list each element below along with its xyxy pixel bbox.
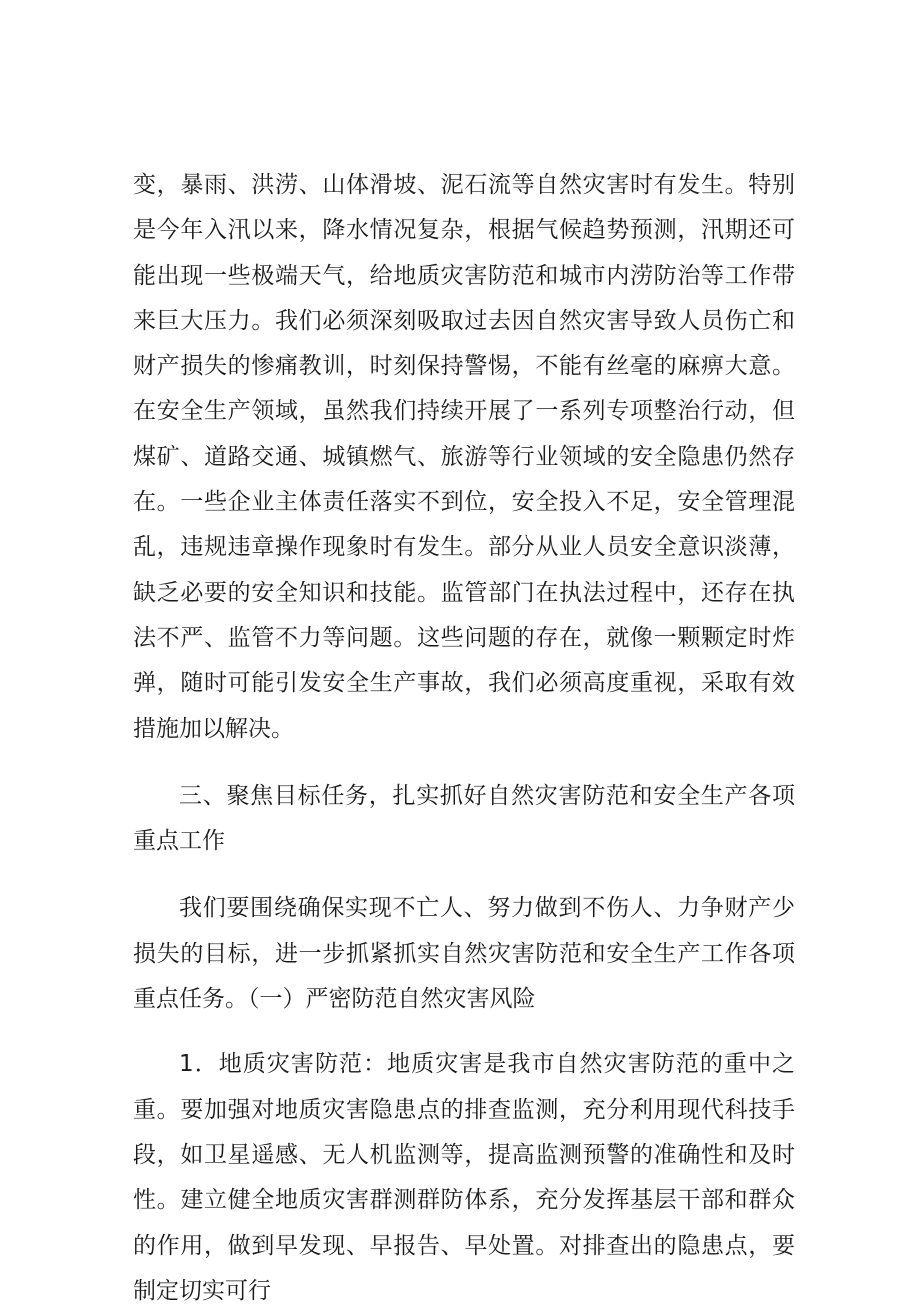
paragraph-key-tasks: 我们要围绕确保实现不亡人、努力做到不伤人、力争财产少损失的目标，进一步抓紧抓实自然灾害防范和安全生产工作各项重点任务。（一）严密防范自然灾害风险 <box>133 895 795 1013</box>
section-heading-three: 三、聚焦目标任务，扎实抓好自然灾害防范和安全生产各项重点工作 <box>133 782 795 855</box>
document-body <box>133 163 795 1314</box>
paragraph-risk-situation: 变，暴雨、洪涝、山体滑坡、泥石流等自然灾害时有发生。特别是今年入汛以来，降水情况复杂，根据气候趋势预测，汛期还可能出现一些极端天气，给地质灾害防范和城市内涝防治等工作带来巨大压力。我们必须深刻吸取过去因自然灾害导致人员伤亡和财产损失的惨痛教训，时刻保持警惕，不能有丝毫的麻痹大意。在安全生产领域，虽然我们持续开展了一系列专项整治行动，但煤矿、道路交通、城镇燃气、旅游等行业领域的安全隐患仍然存在。一些企业主体责任落实不到位，安全投入不足，安全管理混乱，违规违章操作现象时有发生。部分从业人员安全意识淡薄，缺乏必要的安全知识和技能。监管部门在执法过程中，还存在执法不严、监管不力等问题。这些问题的存在，就像一颗颗定时炸弹，随时可能引发安全生产事故，我们必须高度重视，采取有效措施加以解决。 <box>133 172 795 742</box>
paragraph-geological-disaster-prevention: 1．地质灾害防范：地质灾害是我市自然灾害防范的重中之重。要加强对地质灾害隐患点的排查监测，充分利用现代科技手段，如卫星遥感、无人机监测等，提高监测预警的准确性和及时性。建立健全地质灾害群测群防体系，充分发挥基层干部和群众的作用，做到早发现、早报告、早处置。对排查出的隐患点，要制定切实可行 <box>133 1051 795 1304</box>
